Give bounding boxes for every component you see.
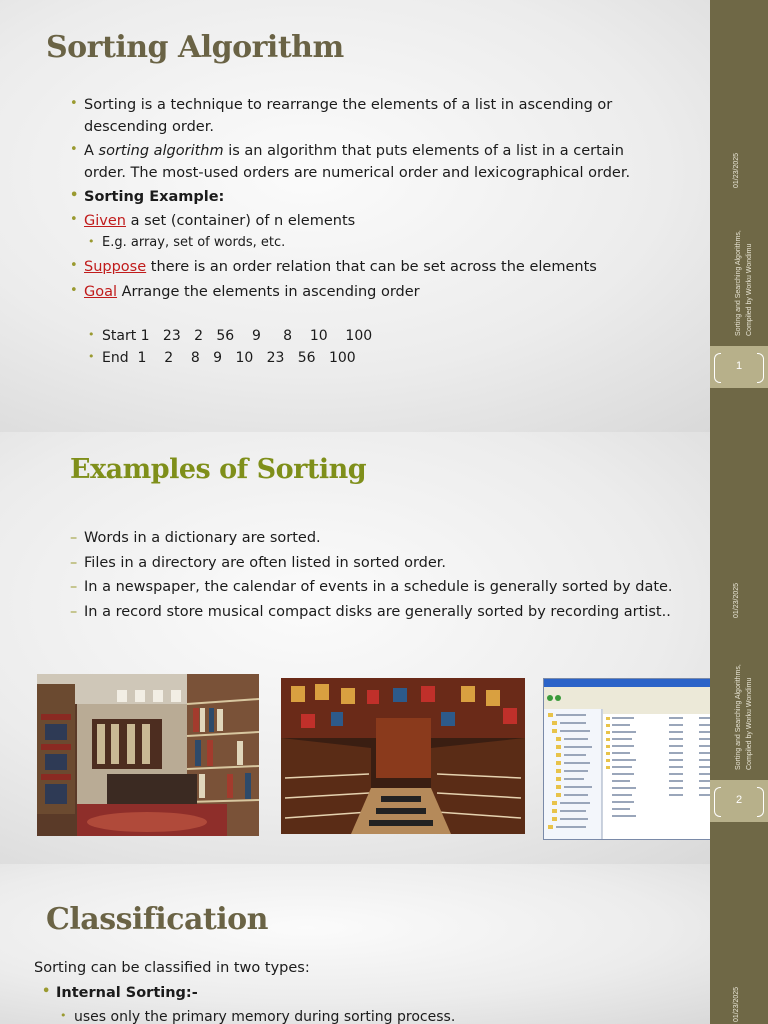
bullet-list <box>42 982 662 1024</box>
page-number-box <box>710 780 768 822</box>
slide-2 <box>0 432 768 864</box>
band-date: 01/23/2025 <box>733 986 740 1022</box>
bullet-definition: • Sorting is a technique to rearrange the elements of a list in ascending or descending order. <box>70 94 670 138</box>
slide-1 <box>0 0 768 432</box>
sub-bullet-start: • Start 1 23 2 56 9 8 10 100 <box>70 325 670 347</box>
band-caption: Sorting and Searching Algorithms, Compiled by Worku Wondimu <box>735 230 753 336</box>
bullet-suppose: • Suppose there is an order relation that can be set across the elements <box>70 256 670 278</box>
bullet-internal-sorting: • Internal Sorting:- <box>42 982 662 1004</box>
library-photo <box>37 674 259 836</box>
list-item: – Words in a dictionary are sorted. <box>70 526 680 551</box>
bullet-goal: • Goal Arrange the elements in ascending order <box>70 281 670 303</box>
bullet-sorting-example: • Sorting Example: <box>70 186 670 208</box>
slide-3 <box>0 864 768 1024</box>
page-number: 2 <box>735 794 743 806</box>
sub-bullet-internal: • uses only the primary memory during sorting process. <box>42 1006 662 1024</box>
list-item: – In a record store musical compact disks are generally sorted by recording artist.. <box>70 600 680 625</box>
page-number-box <box>710 346 768 388</box>
record-store-photo <box>281 678 525 834</box>
intro-text: Sorting can be classified in two types: <box>34 960 310 976</box>
slide-title: Sorting Algorithm <box>46 30 344 65</box>
page-number: 1 <box>735 360 743 372</box>
band-caption: Sorting and Searching Algorithms, Compiled by Worku Wondimu <box>735 664 753 770</box>
slide-title: Examples of Sorting <box>70 454 367 485</box>
bullet-given: • Given a set (container) of n elements <box>70 210 670 232</box>
sub-bullet-end: • End 1 2 8 9 10 23 56 100 <box>70 347 670 369</box>
list-item: – Files in a directory are often listed in sorted order. <box>70 551 680 576</box>
band-date: 01/23/2025 <box>733 152 740 188</box>
dash-list <box>70 526 680 624</box>
bullet-sorting-algorithm: • A sorting algorithm is an algorithm that puts elements of a list in a certain order. The most-used orders are numerical order and lexicographical order. <box>70 140 670 184</box>
sub-bullet-example: • E.g. array, set of words, etc. <box>70 232 670 254</box>
bullet-list <box>70 94 670 369</box>
slide-title: Classification <box>46 902 268 937</box>
band-date: 01/23/2025 <box>733 582 740 618</box>
list-item: – In a newspaper, the calendar of events in a schedule is generally sorted by date. <box>70 575 680 600</box>
